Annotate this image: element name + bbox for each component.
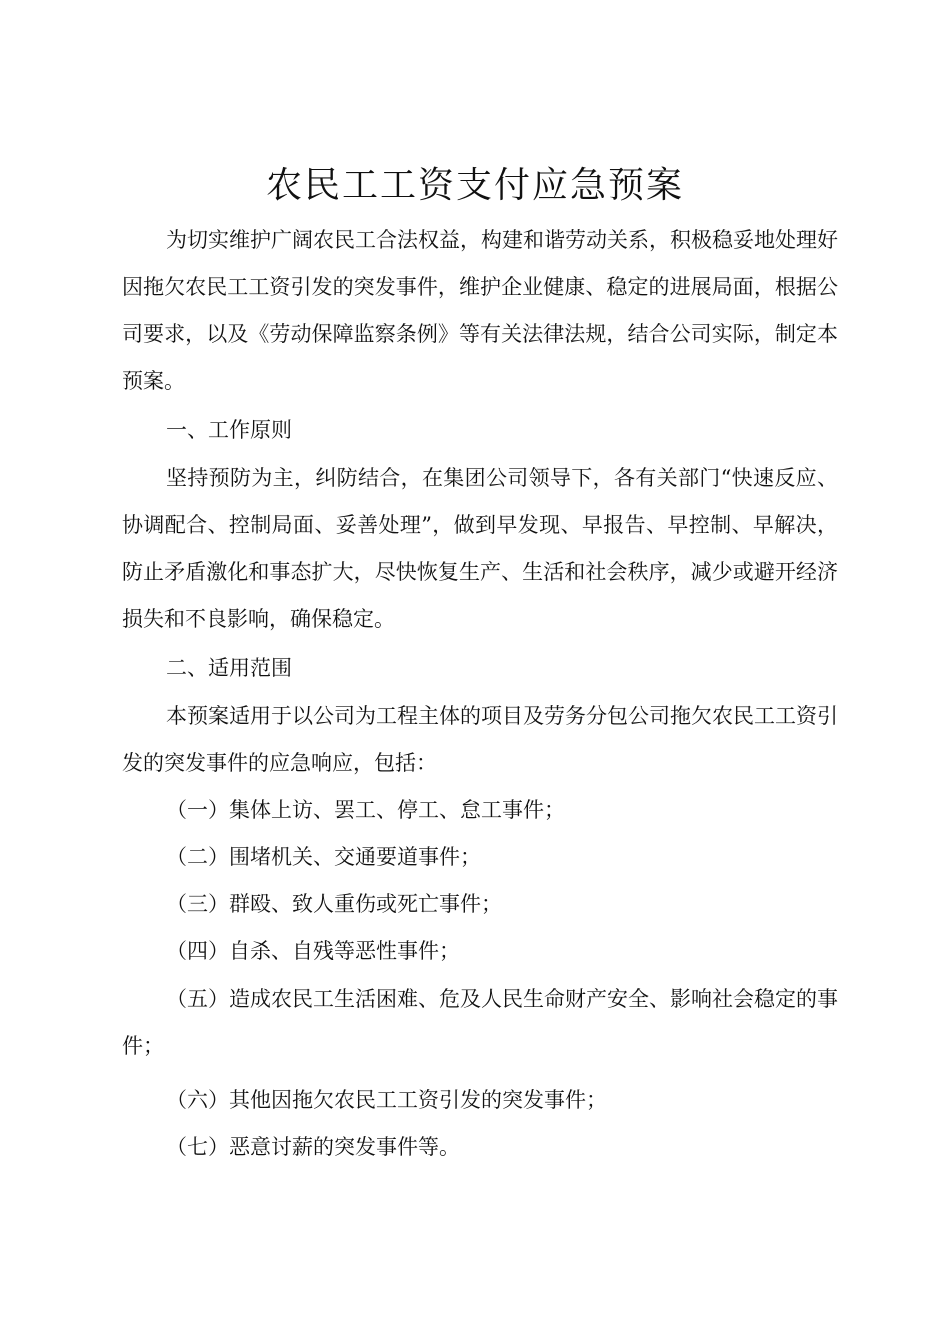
list-item: （六）其他因拖欠农民工工资引发的突发事件； (166, 1088, 607, 1112)
list-item: （一）集体上访、罢工、停工、怠工事件； (166, 798, 565, 822)
list-item: （二）围堵机关、交通要道事件； (166, 845, 481, 869)
principles-paragraph: 坚持预防为主，纠防结合，在集团公司领导下，各有关部门“快速反应、协调配合、控制局面、妥善处理”，做到早发现、早报告、早控制、早解决，防止矛盾激化和事态扩大，尽快恢复生产、生活和社会秩序，减少或避开经济损失和不良影响，确保稳定。 (122, 466, 838, 631)
list-item: （七）恶意讨薪的突发事件等。 (166, 1135, 460, 1159)
section-heading-principles: 一、工作原则 (166, 418, 292, 442)
list-item: （四）自杀、自残等恶性事件； (166, 939, 460, 963)
list-item: （三）群殴、致人重伤或死亡事件； (166, 892, 502, 916)
scope-paragraph: 本预案适用于以公司为工程主体的项目及劳务分包公司拖欠农民工工资引发的突发事件的应急响应，包括： (122, 704, 838, 775)
intro-paragraph: 为切实维护广阔农民工合法权益，构建和谐劳动关系，积极稳妥地处理好因拖欠农民工工资引发的突发事件，维护企业健康、稳定的进展局面，根据公司要求，以及《劳动保障监察条例》等有关法律法规，结合公司实际，制定本预案。 (122, 228, 838, 393)
document-title: 农民工工资支付应急预案 (265, 165, 684, 206)
section-heading-scope: 二、适用范围 (166, 656, 292, 680)
list-item: （五）造成农民工生活困难、危及人民生命财产安全、影响社会稳定的事件； (122, 987, 838, 1058)
